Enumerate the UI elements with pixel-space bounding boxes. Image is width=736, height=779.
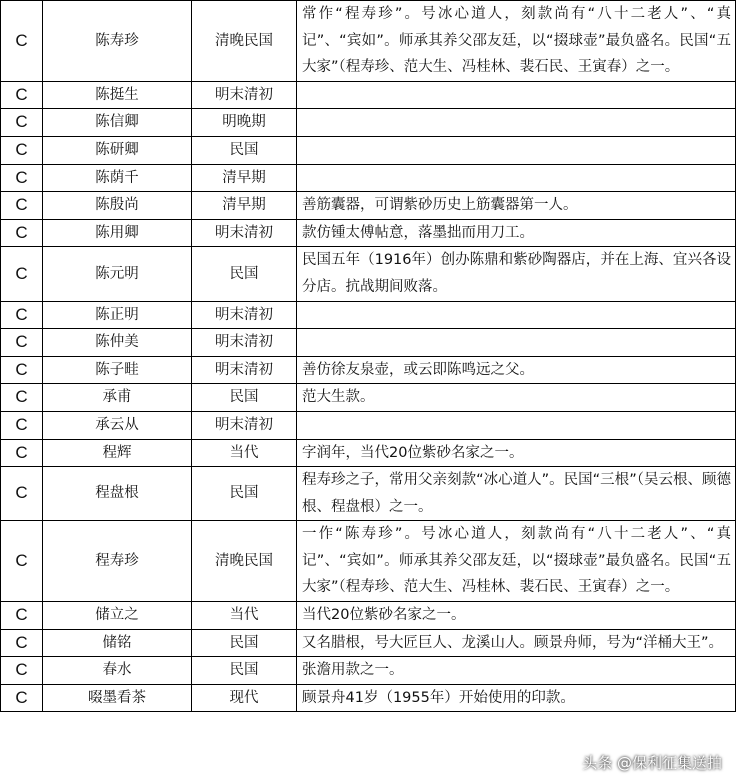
row-note: 一作“陈寿珍”。号冰心道人，刻款尚有“八十二老人”、“真记”、“宾如”。师承其养父邵友廷，以“掇球壶”最负盛名。民国“五大家”（程寿珍、范大生、冯桂林、裴石民、王寅春）之一。 — [297, 521, 736, 602]
row-letter: C — [1, 629, 43, 657]
row-era: 当代 — [192, 602, 297, 630]
row-era: 明末清初 — [192, 356, 297, 384]
row-name: 承甫 — [43, 384, 192, 412]
row-letter: C — [1, 192, 43, 220]
row-letter: C — [1, 602, 43, 630]
row-note — [297, 164, 736, 192]
row-era: 明末清初 — [192, 219, 297, 247]
table-row — [1, 684, 736, 712]
row-name: 陈仲美 — [43, 329, 192, 357]
row-name: 陈殷尚 — [43, 192, 192, 220]
row-name: 陈荫千 — [43, 164, 192, 192]
row-letter: C — [1, 384, 43, 412]
row-letter: C — [1, 136, 43, 164]
row-note — [297, 329, 736, 357]
row-name: 陈正明 — [43, 301, 192, 329]
table-row — [1, 301, 736, 329]
row-name: 陈用卿 — [43, 219, 192, 247]
row-name: 陈元明 — [43, 247, 192, 301]
table-row — [1, 411, 736, 439]
table-row — [1, 164, 736, 192]
row-letter: C — [1, 411, 43, 439]
row-note: 范大生款。 — [297, 384, 736, 412]
row-era: 明末清初 — [192, 411, 297, 439]
row-letter: C — [1, 109, 43, 137]
row-note: 顾景舟41岁（1955年）开始使用的印款。 — [297, 684, 736, 712]
table-body — [1, 1, 736, 712]
row-note: 又名腊根，号大匠巨人、龙溪山人。顾景舟师，号为“洋桶大王”。 — [297, 629, 736, 657]
row-note: 民国五年（1916年）创办陈鼎和紫砂陶器店，并在上海、宜兴各设分店。抗战期间败落。 — [297, 247, 736, 301]
table-row — [1, 521, 736, 602]
row-letter: C — [1, 657, 43, 685]
row-era: 当代 — [192, 439, 297, 467]
table-row — [1, 384, 736, 412]
row-era: 明晚期 — [192, 109, 297, 137]
row-letter: C — [1, 81, 43, 109]
table-row — [1, 1, 736, 82]
row-note — [297, 109, 736, 137]
row-name: 承云从 — [43, 411, 192, 439]
table-row — [1, 439, 736, 467]
row-era: 民国 — [192, 247, 297, 301]
table-row — [1, 247, 736, 301]
row-note: 款仿锺太傅帖意，落墨拙而用刀工。 — [297, 219, 736, 247]
row-letter: C — [1, 329, 43, 357]
row-note: 当代20位紫砂名家之一。 — [297, 602, 736, 630]
table-row — [1, 219, 736, 247]
row-name: 陈研卿 — [43, 136, 192, 164]
row-note — [297, 301, 736, 329]
row-era: 清晚民国 — [192, 521, 297, 602]
row-letter: C — [1, 356, 43, 384]
table-row — [1, 657, 736, 685]
row-name: 储铭 — [43, 629, 192, 657]
row-era: 现代 — [192, 684, 297, 712]
row-note — [297, 411, 736, 439]
row-era: 民国 — [192, 384, 297, 412]
row-name: 程辉 — [43, 439, 192, 467]
row-note: 常作“程寿珍”。号冰心道人，刻款尚有“八十二老人”、“真记”、“宾如”。师承其养父邵友廷，以“掇球壶”最负盛名。民国“五大家”（程寿珍、范大生、冯桂林、裴石民、王寅春）之一。 — [297, 1, 736, 82]
row-era: 明末清初 — [192, 81, 297, 109]
row-era: 民国 — [192, 136, 297, 164]
row-name: 陈寿珍 — [43, 1, 192, 82]
table-row — [1, 192, 736, 220]
row-era: 清早期 — [192, 164, 297, 192]
watermark: 头条 @保利征集送拍 — [582, 754, 722, 772]
row-letter: C — [1, 219, 43, 247]
row-note: 字润年，当代20位紫砂名家之一。 — [297, 439, 736, 467]
row-name: 陈子畦 — [43, 356, 192, 384]
row-era: 明末清初 — [192, 301, 297, 329]
row-letter: C — [1, 247, 43, 301]
table-row — [1, 629, 736, 657]
row-letter: C — [1, 521, 43, 602]
row-era: 清晚民国 — [192, 1, 297, 82]
table-row — [1, 329, 736, 357]
row-era: 民国 — [192, 657, 297, 685]
row-era: 民国 — [192, 629, 297, 657]
row-name: 程寿珍 — [43, 521, 192, 602]
row-name: 啜墨看茶 — [43, 684, 192, 712]
row-note: 善筋囊器，可谓紫砂历史上筋囊器第一人。 — [297, 192, 736, 220]
table-row — [1, 136, 736, 164]
row-letter: C — [1, 1, 43, 82]
row-letter: C — [1, 164, 43, 192]
row-era: 民国 — [192, 467, 297, 521]
row-name: 储立之 — [43, 602, 192, 630]
row-note: 程寿珍之子，常用父亲刻款“冰心道人”。民国“三根”（吴云根、顾德根、程盘根）之一。 — [297, 467, 736, 521]
row-note — [297, 81, 736, 109]
row-name: 春水 — [43, 657, 192, 685]
row-note — [297, 136, 736, 164]
row-letter: C — [1, 467, 43, 521]
table-row — [1, 81, 736, 109]
row-name: 陈挺生 — [43, 81, 192, 109]
row-name: 程盘根 — [43, 467, 192, 521]
row-note: 张澹用款之一。 — [297, 657, 736, 685]
table-row — [1, 356, 736, 384]
row-letter: C — [1, 684, 43, 712]
row-era: 明末清初 — [192, 329, 297, 357]
table-row — [1, 467, 736, 521]
row-letter: C — [1, 439, 43, 467]
row-letter: C — [1, 301, 43, 329]
table-row — [1, 602, 736, 630]
table-row — [1, 109, 736, 137]
row-name: 陈信卿 — [43, 109, 192, 137]
row-note: 善仿徐友泉壶，或云即陈鸣远之父。 — [297, 356, 736, 384]
row-era: 清早期 — [192, 192, 297, 220]
